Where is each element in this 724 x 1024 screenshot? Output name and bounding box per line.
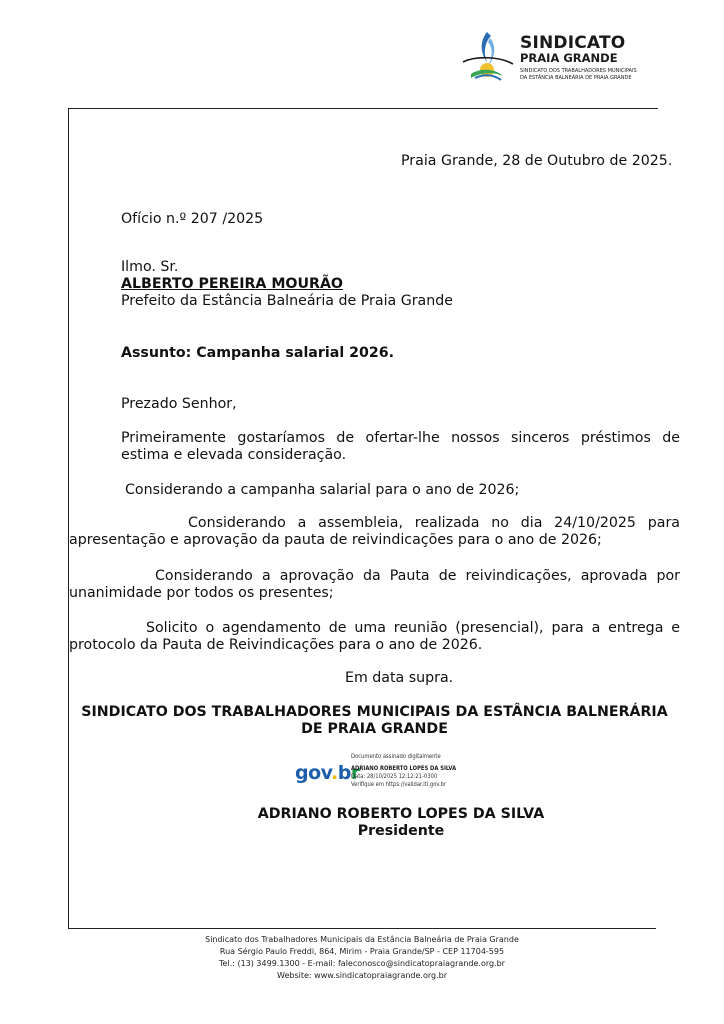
- paragraph-1-line-1: Primeiramente gostaríamos de ofertar-lhe nossos sinceros préstimos de: [121, 430, 680, 446]
- recipient-name: ALBERTO PEREIRA MOURÃO: [121, 276, 343, 292]
- govbr-logo-part-b: b: [337, 762, 351, 784]
- top-border-line: [68, 108, 658, 109]
- footer-line-1: Sindicato dos Trabalhadores Municipais da Estância Balneária de Praia Grande: [205, 935, 519, 944]
- stamp-line-2: ADRIANO ROBERTO LOPES DA SILVA: [351, 766, 457, 772]
- organization-name-line-1: SINDICATO DOS TRABALHADORES MUNICIPAIS DA ESTÂNCIA BALNERÁRIA: [81, 704, 668, 720]
- govbr-logo-icon: [295, 763, 360, 783]
- office-number: Ofício n.º 207 /2025: [121, 211, 264, 227]
- closing: Em data supra.: [345, 670, 454, 686]
- recipient-role: Prefeito da Estância Balneária de Praia Grande: [121, 293, 453, 309]
- signer-name: ADRIANO ROBERTO LOPES DA SILVA: [257, 806, 545, 822]
- left-border-line: [68, 108, 69, 928]
- greeting: Prezado Senhor,: [121, 396, 237, 412]
- paragraph-5-line-1: Solicito o agendamento de uma reunião (presencial), para a entrega e: [146, 620, 680, 636]
- logo-small-text: [520, 68, 637, 82]
- organization-name-line-2: DE PRAIA GRANDE: [301, 721, 448, 737]
- bottom-border-line: [68, 928, 656, 929]
- subject-line: Assunto: Campanha salarial 2026.: [121, 345, 394, 361]
- signer-role: Presidente: [357, 823, 445, 839]
- govbr-logo-part-r: r: [350, 762, 360, 784]
- union-logo-icon: [457, 28, 517, 88]
- paragraph-4-line-2: unanimidade por todos os presentes;: [69, 585, 334, 601]
- govbr-logo-part-dot: .: [331, 762, 338, 784]
- logo-title: SINDICATO: [520, 33, 626, 53]
- logo-subtitle: PRAIA GRANDE: [520, 51, 618, 65]
- stamp-line-3: Data: 28/10/2025 12:12:21-0300: [351, 774, 438, 780]
- paragraph-4-line-1: Considerando a aprovação da Pauta de reivindicações, aprovada por: [155, 568, 680, 584]
- footer-line-3: Tel.: (13) 3499.1300 - E-mail: faleconosco@sindicatopraiagrande.org.br: [219, 959, 505, 968]
- paragraph-1-line-2: estima e elevada consideração.: [121, 447, 347, 463]
- paragraph-3-line-1: Considerando a assembleia, realizada no dia 24/10/2025 para: [188, 515, 680, 531]
- logo-small-line2: DA ESTÂNCIA BALNEÁRIA DE PRAIA GRANDE: [520, 75, 632, 81]
- stamp-line-4: Verifique em https://validar.iti.gov.br: [351, 782, 447, 788]
- salutation-title: Ilmo. Sr.: [121, 259, 179, 275]
- paragraph-3-line-2: apresentação e aprovação da pauta de reivindicações para o ano de 2026;: [69, 532, 602, 548]
- footer-line-4: Website: www.sindicatopraiagrande.org.br: [277, 971, 447, 980]
- paragraph-2: Considerando a campanha salarial para o ano de 2026;: [125, 482, 520, 498]
- logo-small-line1: SINDICATO DOS TRABALHADORES MUNICIPAIS: [520, 68, 637, 74]
- govbr-logo-part-gov: gov: [295, 762, 331, 784]
- place-date: Praia Grande, 28 de Outubro de 2025.: [401, 153, 673, 169]
- footer-line-2: Rua Sérgio Paulo Freddi, 864, Mirim - Praia Grande/SP - CEP 11704-595: [219, 947, 505, 956]
- stamp-line-1: Documento assinado digitalmente: [351, 754, 441, 760]
- paragraph-5-line-2: protocolo da Pauta de Reivindicações para o ano de 2026.: [69, 637, 483, 653]
